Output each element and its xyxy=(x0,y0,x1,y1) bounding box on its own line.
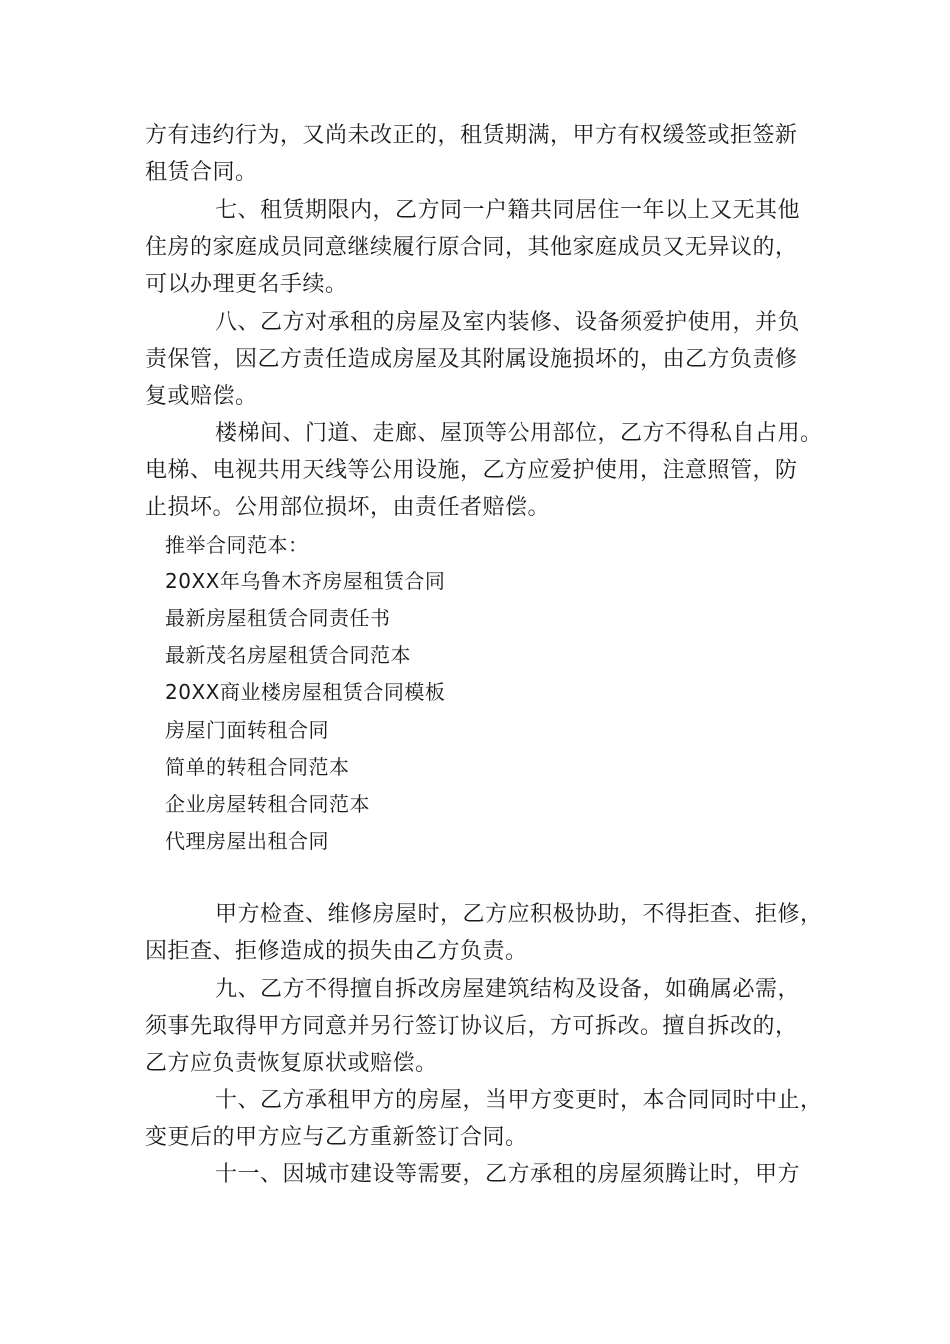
recommend-link[interactable]: 20XX年乌鲁木齐房屋租赁合同 xyxy=(165,569,446,593)
paragraph-line: 乙方应负责恢复原状或赔偿。 xyxy=(145,1051,438,1076)
paragraph-line: 变更后的甲方应与乙方重新签订合同。 xyxy=(145,1125,528,1150)
paragraph-line: 须事先取得甲方同意并另行签订协议后，方可拆改。擅自拆改的， xyxy=(145,1014,798,1039)
paragraph-line: 十一、因城市建设等需要，乙方承租的房屋须腾让时，甲方 xyxy=(215,1162,801,1187)
paragraph-line: 七、租赁期限内，乙方同一户籍共同居住一年以上又无其他 xyxy=(215,198,801,223)
recommend-heading: 推举合同范本： xyxy=(165,533,309,557)
paragraph-line: 楼梯间、门道、走廊、屋顶等公用部位，乙方不得私自占用。 xyxy=(215,421,823,446)
paragraph-line: 责保管，因乙方责任造成房屋及其附属设施损坏的，由乙方负责修 xyxy=(145,347,798,372)
recommend-link[interactable]: 最新茂名房屋租赁合同范本 xyxy=(165,643,411,667)
recommend-link[interactable]: 简单的转租合同范本 xyxy=(165,755,350,779)
recommend-link[interactable]: 代理房屋出租合同 xyxy=(165,829,329,853)
paragraph-line: 甲方检查、维修房屋时，乙方应积极协助，不得拒查、拒修， xyxy=(215,902,823,927)
paragraph-line: 电梯、电视共用天线等公用设施，乙方应爱护使用，注意照管，防 xyxy=(145,458,798,483)
recommend-link[interactable]: 房屋门面转租合同 xyxy=(165,718,329,742)
recommend-link[interactable]: 企业房屋转租合同范本 xyxy=(165,792,370,816)
paragraph-line: 十、乙方承租甲方的房屋，当甲方变更时，本合同同时中止， xyxy=(215,1088,823,1113)
paragraph-line: 住房的家庭成员同意继续履行原合同，其他家庭成员又无异议的， xyxy=(145,235,798,260)
paragraph-line: 租赁合同。 xyxy=(145,160,258,185)
paragraph-line: 可以办理更名手续。 xyxy=(145,272,348,297)
paragraph-line: 止损坏。公用部位损坏，由责任者赔偿。 xyxy=(145,495,551,520)
paragraph-line: 方有违约行为，又尚未改正的，租赁期满，甲方有权缓签或拒签新 xyxy=(145,123,798,148)
paragraph-line: 复或赔偿。 xyxy=(145,384,258,409)
paragraph-line: 因拒查、拒修造成的损失由乙方负责。 xyxy=(145,939,528,964)
recommend-link[interactable]: 最新房屋租赁合同责任书 xyxy=(165,606,391,630)
recommend-link[interactable]: 20XX商业楼房屋租赁合同模板 xyxy=(165,680,446,704)
paragraph-line: 八、乙方对承租的房屋及室内装修、设备须爱护使用，并负 xyxy=(215,310,801,335)
paragraph-line: 九、乙方不得擅自拆改房屋建筑结构及设备，如确属必需， xyxy=(215,977,801,1002)
